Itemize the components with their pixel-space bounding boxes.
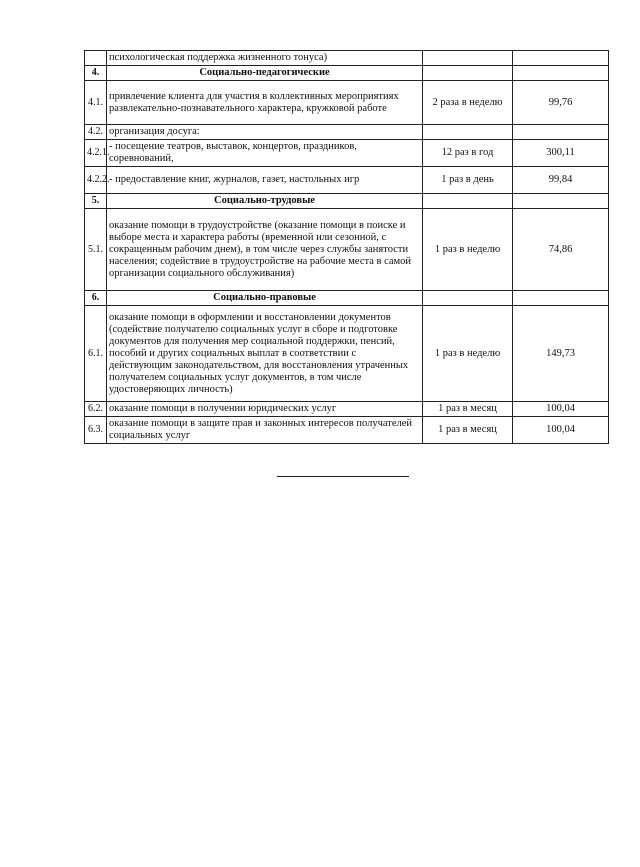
table-row — [85, 51, 609, 66]
empty-cell — [513, 66, 609, 81]
services-table-body — [85, 51, 609, 444]
service-frequency — [423, 125, 513, 140]
service-price — [513, 51, 609, 66]
service-price: 99,84 — [513, 167, 609, 194]
service-frequency — [423, 51, 513, 66]
service-description: оказание помощи в получении юридических услуг — [107, 402, 423, 417]
table-row — [85, 81, 609, 125]
table-row — [85, 167, 609, 194]
empty-cell — [423, 291, 513, 306]
service-frequency: 1 раз в неделю — [423, 306, 513, 402]
empty-cell — [513, 291, 609, 306]
service-frequency: 1 раз в месяц — [423, 402, 513, 417]
closing-rule — [277, 476, 409, 477]
section-row — [85, 291, 609, 306]
row-number: 4.2.1. — [85, 140, 107, 167]
section-row — [85, 194, 609, 209]
section-number: 4. — [85, 66, 107, 81]
row-number: 6.1. — [85, 306, 107, 402]
service-description: оказание помощи в защите прав и законных интересов получателей социальных услуг — [107, 417, 423, 444]
table-row — [85, 306, 609, 402]
service-frequency: 1 раз в день — [423, 167, 513, 194]
section-row — [85, 66, 609, 81]
empty-cell — [513, 194, 609, 209]
service-price: 100,04 — [513, 402, 609, 417]
table-row — [85, 402, 609, 417]
table-row — [85, 417, 609, 444]
service-price: 99,76 — [513, 81, 609, 125]
row-number: 5.1. — [85, 209, 107, 291]
section-number: 6. — [85, 291, 107, 306]
row-number — [85, 51, 107, 66]
section-title: Социально-педагогические — [107, 66, 423, 81]
service-price: 300,11 — [513, 140, 609, 167]
service-frequency: 1 раз в неделю — [423, 209, 513, 291]
service-price: 74,86 — [513, 209, 609, 291]
service-frequency: 12 раз в год — [423, 140, 513, 167]
empty-cell — [423, 194, 513, 209]
row-number: 4.2.2. — [85, 167, 107, 194]
table-row — [85, 140, 609, 167]
service-frequency: 1 раз в месяц — [423, 417, 513, 444]
empty-cell — [423, 66, 513, 81]
row-number: 6.3. — [85, 417, 107, 444]
table-row — [85, 125, 609, 140]
service-description: - предоставление книг, журналов, газет, настольных игр — [107, 167, 423, 194]
row-number: 6.2. — [85, 402, 107, 417]
service-price: 149,73 — [513, 306, 609, 402]
service-description: привлечение клиента для участия в коллективных мероприятиях развлекательно-познавательного характера, кружковой работе — [107, 81, 423, 125]
section-title: Социально-правовые — [107, 291, 423, 306]
row-number: 4.2. — [85, 125, 107, 140]
section-title: Социально-трудовые — [107, 194, 423, 209]
service-price — [513, 125, 609, 140]
row-number: 4.1. — [85, 81, 107, 125]
services-table — [84, 50, 609, 444]
service-price: 100,04 — [513, 417, 609, 444]
service-description: - посещение театров, выставок, концертов, праздников, соревнований, — [107, 140, 423, 167]
service-frequency: 2 раза в неделю — [423, 81, 513, 125]
service-description: оказание помощи в оформлении и восстановлении документов (содействие получателю социальных услуг в сборе и подготовке документов для получения мер социальной поддержки, пенсий, пособий и других социальных выплат в соответствии с действующим законодательством, для восстановления утраченных получателем социальных услуг документов, в том числе удостоверяющих личность) — [107, 306, 423, 402]
service-description: организация досуга: — [107, 125, 423, 140]
service-description: психологическая поддержка жизненного тонуса) — [107, 51, 423, 66]
section-number: 5. — [85, 194, 107, 209]
service-description: оказание помощи в трудоустройстве (оказание помощи в поиске и выборе места и характера работы (временной или сезонной, с сокращенным рабочим днем), в том числе через службы занятости населения; содействие в трудоустройстве на рабочие места в самой организации социального обслуживания) — [107, 209, 423, 291]
table-row — [85, 209, 609, 291]
